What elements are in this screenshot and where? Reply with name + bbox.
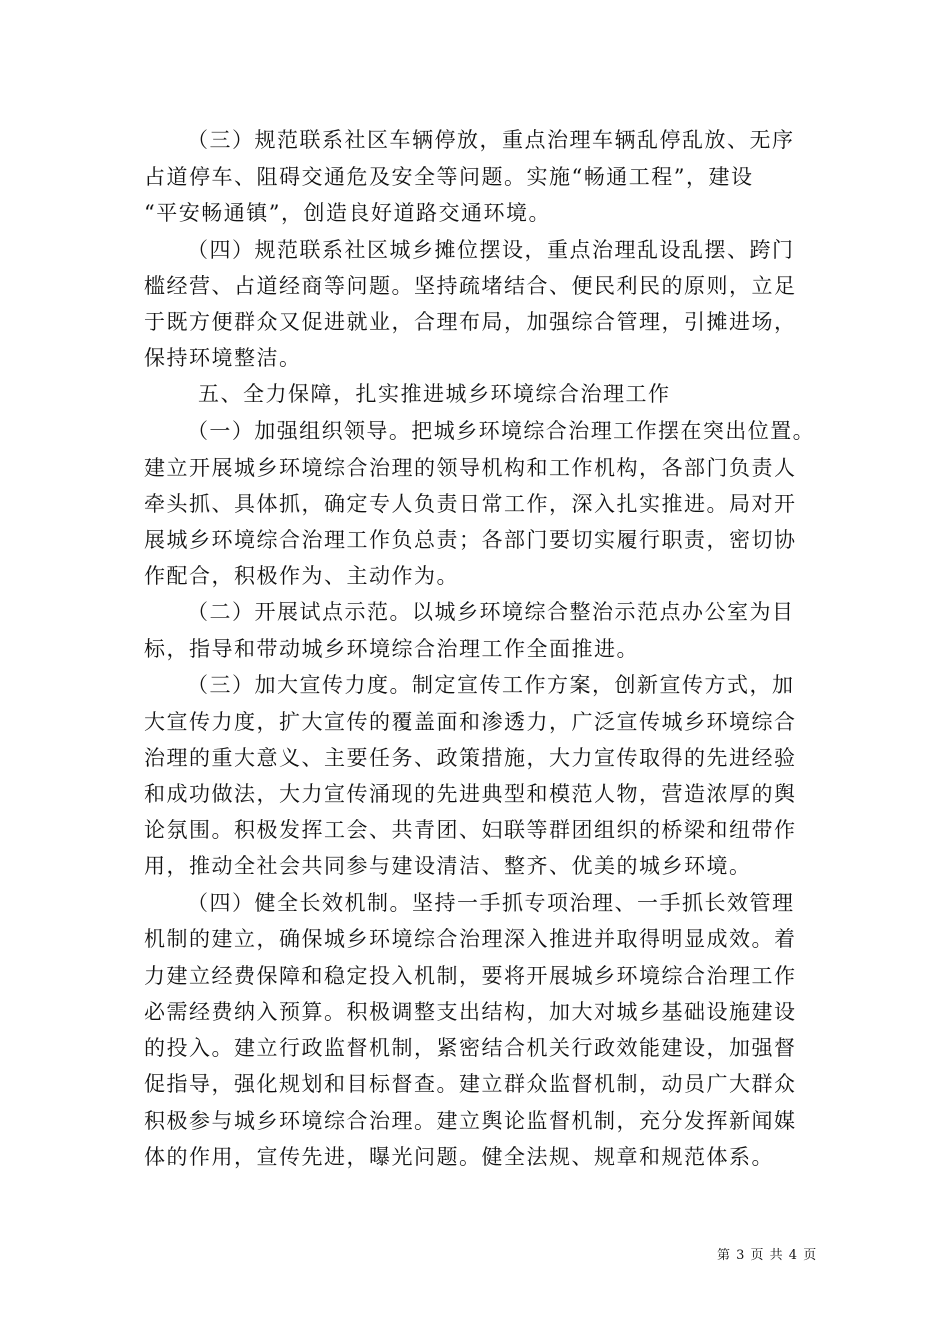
text-line: 和成功做法，大力宣传涌现的先进典型和模范人物，营造浓厚的舆	[144, 782, 797, 806]
text-line: 展城乡环境综合治理工作负总责；各部门要切实履行职责，密切协	[144, 528, 797, 552]
text-line: （三）规范联系社区车辆停放，重点治理车辆乱停乱放、无序	[187, 128, 795, 152]
text-line: 占道停车、阻碍交通危及安全等问题。实施“畅通工程”，建设	[144, 165, 754, 189]
text-line: 力建立经费保障和稳定投入机制，要将开展城乡环境综合治理工作	[144, 964, 797, 988]
text-line: 大宣传力度，扩大宣传的覆盖面和渗透力，广泛宣传城乡环境综合	[144, 710, 797, 734]
text-line: 用，推动全社会共同参与建设清洁、整齐、优美的城乡环境。	[144, 854, 752, 878]
text-line: 牵头抓、具体抓，确定专人负责日常工作，深入扎实推进。局对开	[144, 492, 797, 516]
text-line: 槛经营、占道经商等问题。坚持疏堵结合、便民利民的原则，立足	[144, 274, 797, 298]
text-line: 的投入。建立行政监督机制，紧密结合机关行政效能建设，加强督	[144, 1036, 797, 1060]
text-line: 于既方便群众又促进就业，合理布局，加强综合管理，引摊进场，	[144, 310, 797, 334]
text-line: 体的作用，宣传先进，曝光问题。健全法规、规章和规范体系。	[144, 1145, 774, 1169]
section-heading: 五、全力保障，扎实推进城乡环境综合治理工作	[198, 382, 671, 406]
text-line: “平安畅通镇”，创造良好道路交通环境。	[144, 201, 551, 225]
text-line: 论氛围。积极发挥工会、共青团、妇联等群团组织的桥梁和纽带作	[144, 818, 797, 842]
text-line: 必需经费纳入预算。积极调整支出结构，加大对城乡基础设施建设	[144, 1000, 797, 1024]
text-line: 治理的重大意义、主要任务、政策措施，大力宣传取得的先进经验	[144, 746, 797, 770]
text-line: （三）加大宣传力度。制定宣传工作方案，创新宣传方式，加	[187, 673, 795, 697]
text-line: （四）健全长效机制。坚持一手抓专项治理、一手抓长效管理	[187, 891, 795, 915]
text-line: （二）开展试点示范。以城乡环境综合整治示范点办公室为目	[187, 600, 795, 624]
text-line: 机制的建立，确保城乡环境综合治理深入推进并取得明显成效。着	[144, 927, 797, 951]
text-line: （四）规范联系社区城乡摊位摆设，重点治理乱设乱摆、跨门	[187, 238, 795, 262]
text-line: 作配合，积极作为、主动作为。	[144, 564, 459, 588]
text-line: 保持环境整洁。	[144, 346, 302, 370]
text-line: 促指导，强化规划和目标督查。建立群众监督机制，动员广大群众	[144, 1072, 797, 1096]
text-line: 建立开展城乡环境综合治理的领导机构和工作机构，各部门负责人	[144, 456, 797, 480]
page-number-footer: 第 3 页 共 4 页	[717, 1248, 818, 1263]
text-line: 标，指导和带动城乡环境综合治理工作全面推进。	[144, 637, 639, 661]
text-line: 积极参与城乡环境综合治理。建立舆论监督机制，充分发挥新闻媒	[144, 1109, 797, 1133]
text-line: （一）加强组织领导。把城乡环境综合治理工作摆在突出位置。	[187, 419, 815, 443]
